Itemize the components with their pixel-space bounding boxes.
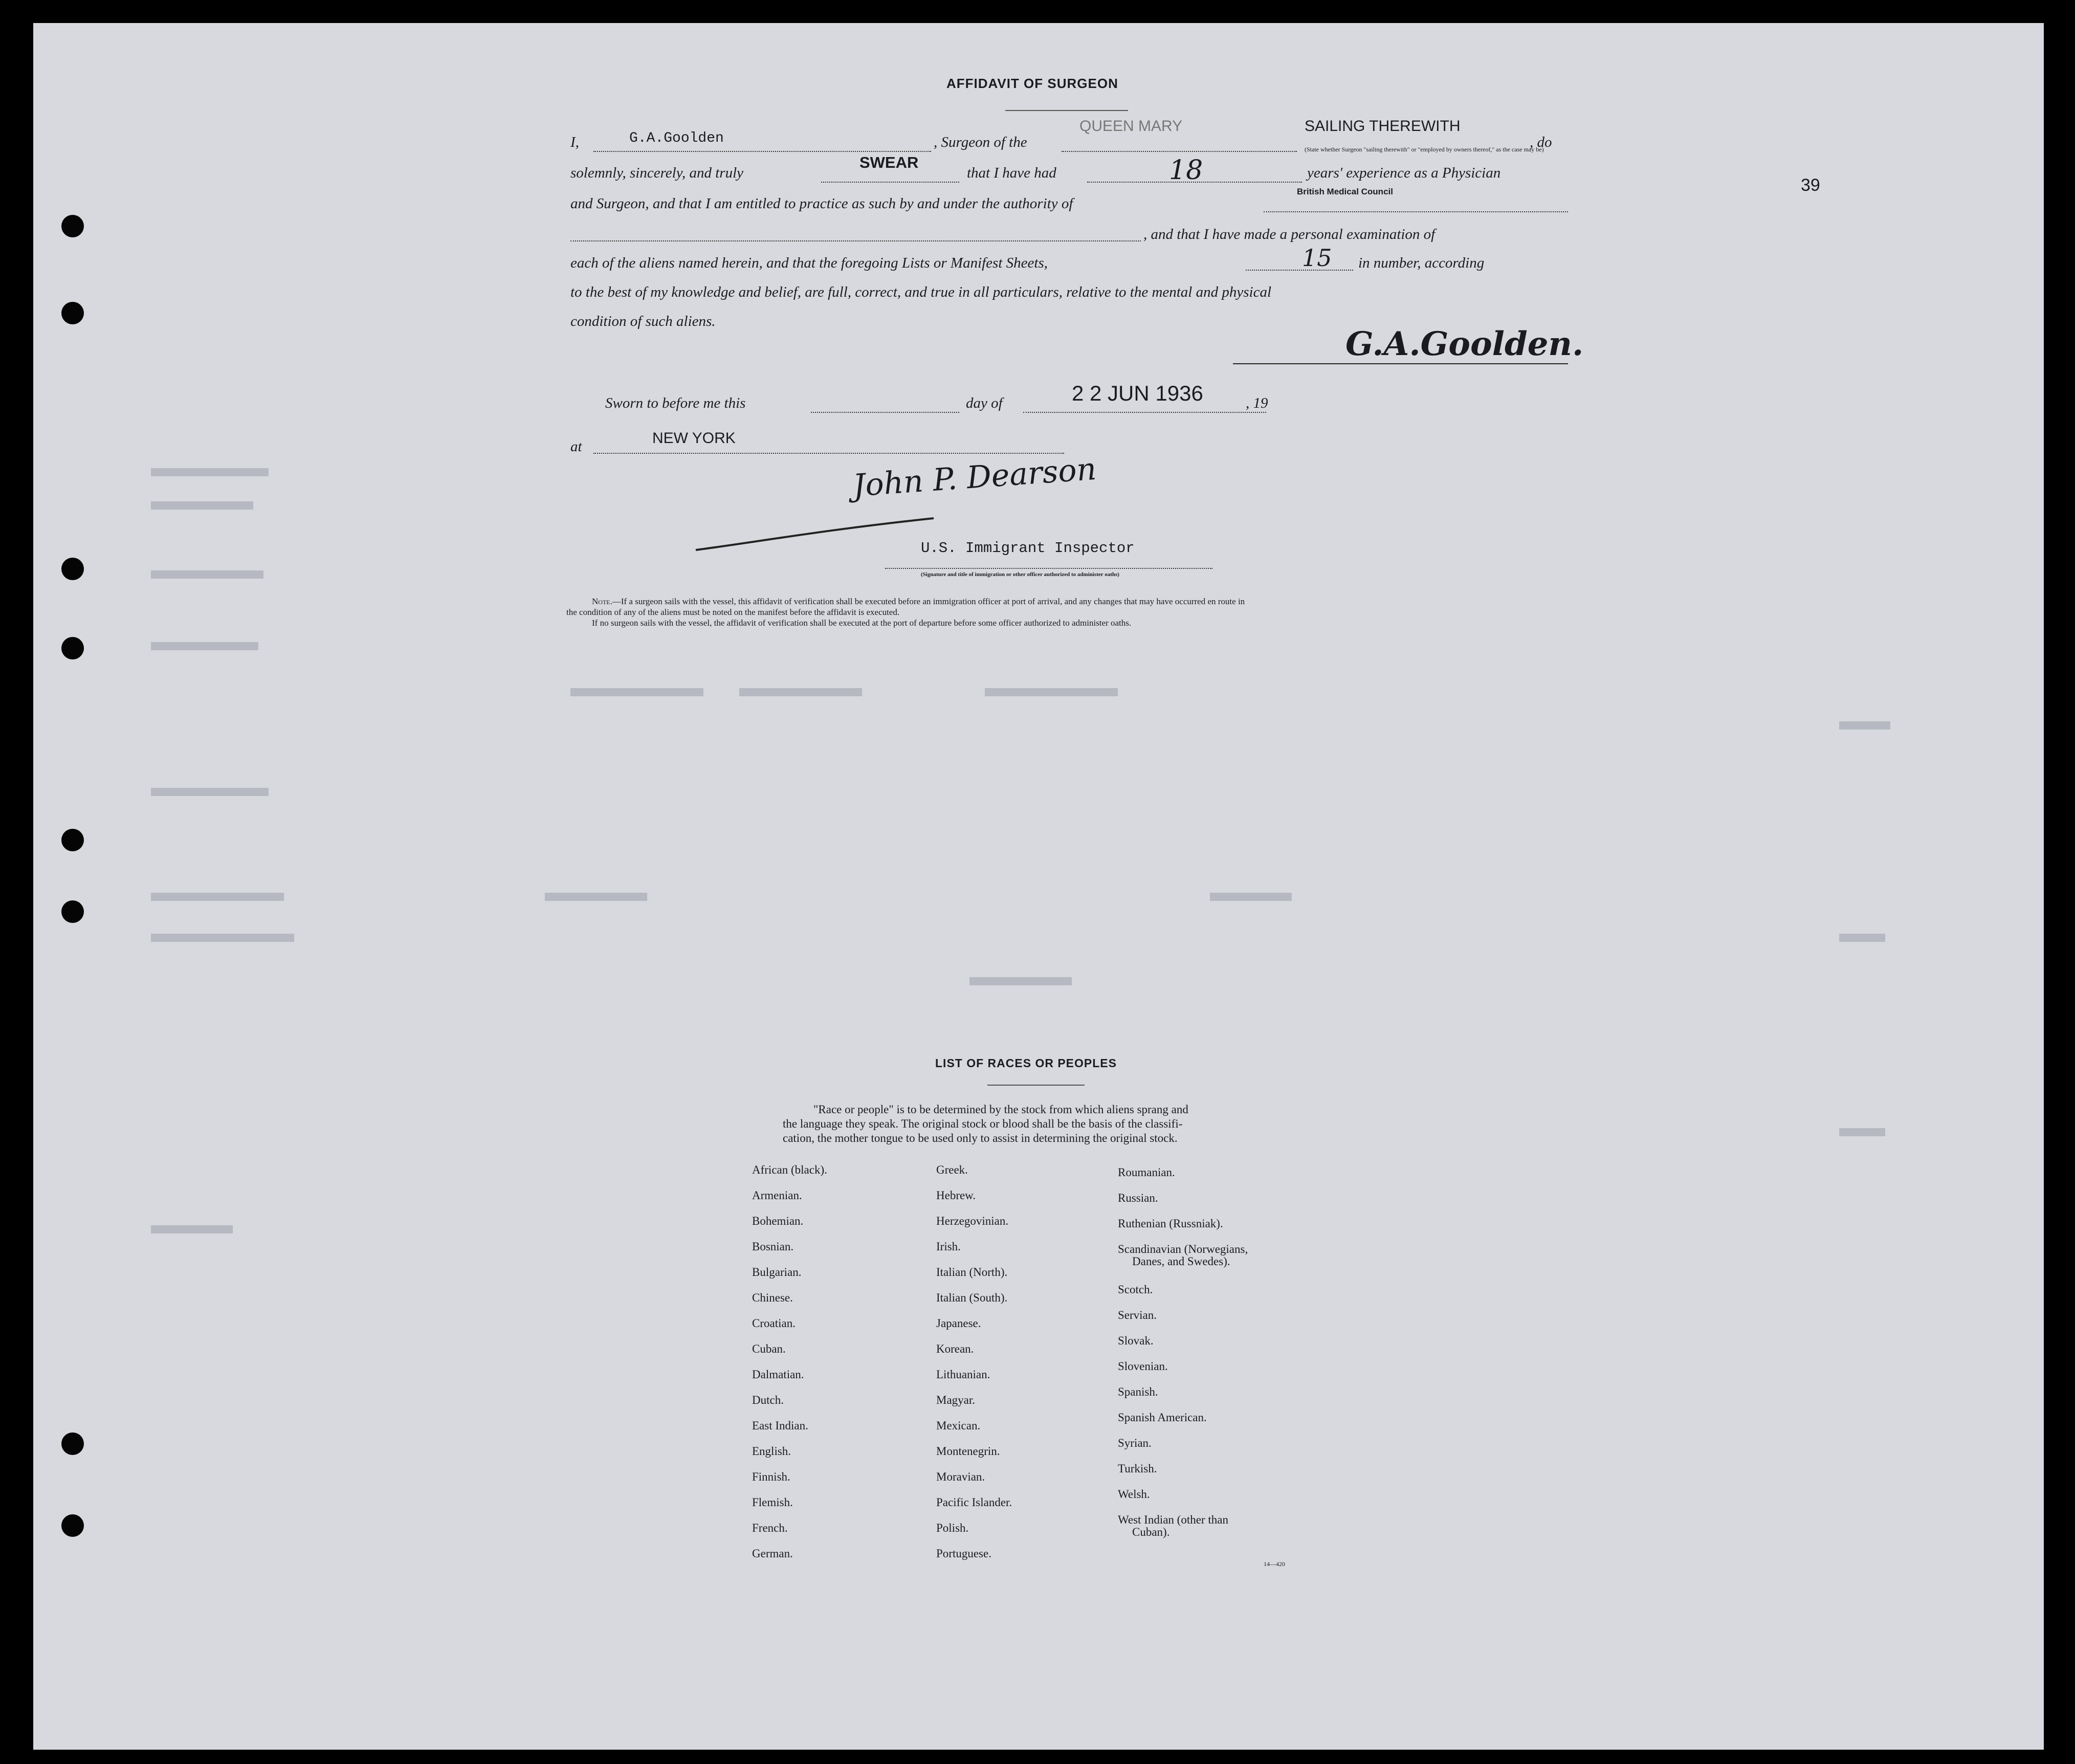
race-item: Japanese. bbox=[936, 1317, 981, 1330]
race-item: Welsh. bbox=[1118, 1488, 1150, 1501]
authority-text: and Surgeon, and that I am entitled to practice as such by and under the authority of bbox=[570, 195, 1073, 212]
oath-field: SWEAR bbox=[859, 153, 919, 171]
races-intro bbox=[783, 1102, 1345, 1145]
do-text: , do bbox=[1530, 134, 1552, 150]
race-item: Finnish. bbox=[752, 1470, 790, 1483]
note-line-1: —If a surgeon sails with the vessel, this affidavit of verification shall be executed before an immigration officer at port of arrival, and any changes that may have occurred en route in bbox=[612, 597, 1245, 606]
surgeon-name-line bbox=[593, 151, 931, 152]
inspector-signature: John P. Dearson bbox=[852, 451, 1098, 504]
page-number: 39 bbox=[1801, 175, 1820, 195]
race-item: Herzegovinian. bbox=[936, 1215, 1009, 1227]
races-title-underline bbox=[987, 1085, 1085, 1086]
title-underline bbox=[1005, 110, 1128, 111]
race-item: Magyar. bbox=[936, 1394, 976, 1406]
authority-field: British Medical Council bbox=[1297, 187, 1393, 196]
sheets-count-line bbox=[1246, 270, 1353, 271]
years-field: 18 bbox=[1169, 155, 1203, 186]
sheets-count-field: 15 bbox=[1302, 244, 1332, 272]
sailing-status-field: SAILING THEREWITH bbox=[1305, 118, 1461, 135]
race-item: Slovak. bbox=[1118, 1334, 1154, 1347]
vessel-name-field: QUEEN MARY bbox=[1079, 118, 1183, 135]
authority-line bbox=[1264, 211, 1568, 212]
race-item: Dutch. bbox=[752, 1394, 784, 1406]
race-item: Italian (South). bbox=[936, 1291, 1008, 1304]
race-item: Flemish. bbox=[752, 1496, 793, 1509]
surgeon-signature-line bbox=[1233, 363, 1568, 364]
race-item: Turkish. bbox=[1118, 1462, 1157, 1475]
race-item-west-indian bbox=[1118, 1514, 1248, 1545]
surgeon-name-field: G.A.Goolden bbox=[629, 130, 724, 146]
binder-hole bbox=[61, 558, 84, 580]
race-item: Scotch. bbox=[1118, 1283, 1153, 1296]
races-intro-line-3: cation, the mother tongue to be used only to assist in determining the original stock. bbox=[783, 1132, 1178, 1144]
note-line-3: If no surgeon sails with the vessel, the affidavit of verification shall be executed at the port of departure before some officer authorized to administer oaths. bbox=[592, 618, 1132, 628]
race-item: Cuban. bbox=[752, 1342, 786, 1355]
race-item: Korean. bbox=[936, 1342, 974, 1355]
inspector-line bbox=[885, 568, 1212, 569]
race-item: Dalmatian. bbox=[752, 1368, 804, 1381]
races-column-1 bbox=[752, 1164, 827, 1573]
surgeon-of-the-text: , Surgeon of the bbox=[934, 134, 1027, 150]
note-line-2: the condition of any of the aliens must be noted on the manifest before the affidavit is executed. bbox=[566, 607, 900, 617]
race-item-scandinavian bbox=[1118, 1243, 1248, 1284]
race-item: Scandinavian (Norwegians, bbox=[1118, 1243, 1248, 1255]
race-item-continued: Danes, and Swedes). bbox=[1132, 1255, 1230, 1268]
note-label: Note. bbox=[592, 597, 612, 606]
sworn-text: Sworn to before me this bbox=[605, 395, 746, 411]
race-item: Roumanian. bbox=[1118, 1166, 1175, 1179]
race-item: Greek. bbox=[936, 1163, 968, 1176]
vessel-name-line bbox=[1062, 151, 1297, 152]
years-experience-text: years' experience as a Physician bbox=[1307, 165, 1501, 181]
manifest-page bbox=[33, 23, 2044, 1750]
condition-text: condition of such aliens. bbox=[570, 313, 716, 329]
date-line bbox=[1023, 412, 1266, 413]
race-item: Bulgarian. bbox=[752, 1266, 802, 1278]
place-line bbox=[593, 453, 1064, 454]
race-item: African (black). bbox=[752, 1163, 827, 1176]
race-item: Servian. bbox=[1118, 1309, 1157, 1321]
day-of-text: day of bbox=[966, 395, 1003, 411]
affidavit-title: AFFIDAVIT OF SURGEON bbox=[946, 76, 1118, 91]
race-item: Hebrew. bbox=[936, 1189, 976, 1202]
race-item: Spanish. bbox=[1118, 1385, 1158, 1398]
oath-line bbox=[821, 182, 959, 183]
race-item: Croatian. bbox=[752, 1317, 796, 1330]
solemnly-text: solemnly, sincerely, and truly bbox=[570, 165, 744, 181]
race-item: Bohemian. bbox=[752, 1215, 804, 1227]
race-item: Pacific Islander. bbox=[936, 1496, 1012, 1509]
in-number-text: in number, according bbox=[1358, 255, 1485, 271]
races-intro-line-2: the language they speak. The original stock or blood shall be the basis of the classifi- bbox=[783, 1117, 1183, 1130]
race-item: West Indian (other than bbox=[1118, 1513, 1228, 1526]
race-item: Polish. bbox=[936, 1522, 969, 1534]
binder-hole bbox=[61, 1432, 84, 1455]
race-item: Syrian. bbox=[1118, 1437, 1152, 1449]
binder-hole bbox=[61, 900, 84, 923]
race-item: Spanish American. bbox=[1118, 1411, 1207, 1424]
race-item: Chinese. bbox=[752, 1291, 793, 1304]
date-stamp: 2 2 JUN 1936 bbox=[1072, 381, 1203, 405]
place-field: NEW YORK bbox=[652, 430, 736, 447]
that-i-have-had-text: that I have had bbox=[967, 165, 1056, 181]
surgeon-signature: G.A.Goolden. bbox=[1345, 325, 1584, 363]
binder-hole bbox=[61, 215, 84, 237]
race-item: Russian. bbox=[1118, 1192, 1158, 1204]
race-item: Montenegrin. bbox=[936, 1445, 1000, 1458]
race-item: Bosnian. bbox=[752, 1240, 794, 1253]
race-item: East Indian. bbox=[752, 1419, 808, 1432]
binder-hole bbox=[61, 637, 84, 659]
manifest-sheets-text: each of the aliens named herein, and that the foregoing Lists or Manifest Sheets, bbox=[570, 255, 1048, 271]
race-item: Irish. bbox=[936, 1240, 961, 1253]
race-item: Italian (North). bbox=[936, 1266, 1008, 1278]
race-item: Ruthenian (Russniak). bbox=[1118, 1217, 1223, 1230]
binder-hole bbox=[61, 829, 84, 851]
race-item: French. bbox=[752, 1522, 788, 1534]
affidavit-note bbox=[566, 596, 1590, 628]
inspector-title: U.S. Immigrant Inspector bbox=[921, 540, 1135, 557]
races-column-2 bbox=[936, 1164, 1012, 1573]
race-item: Mexican. bbox=[936, 1419, 981, 1432]
form-number: 14—420 bbox=[1264, 1560, 1285, 1568]
race-item: Moravian. bbox=[936, 1470, 985, 1483]
signature-caption: (Signature and title of immigration or other officer authorized to administer oaths) bbox=[921, 571, 1119, 578]
race-item: Slovenian. bbox=[1118, 1360, 1168, 1373]
races-intro-line-1: "Race or people" is to be determined by the stock from which aliens sprang and bbox=[813, 1103, 1188, 1116]
races-column-3 bbox=[1118, 1166, 1248, 1545]
race-item: Portuguese. bbox=[936, 1547, 991, 1560]
sworn-day-line bbox=[811, 412, 959, 413]
race-item: German. bbox=[752, 1547, 793, 1560]
affidavit-i: I, bbox=[570, 134, 579, 150]
race-item: English. bbox=[752, 1445, 791, 1458]
years-line bbox=[1087, 182, 1302, 183]
binder-hole bbox=[61, 302, 84, 324]
binder-hole bbox=[61, 1514, 84, 1537]
signature-flourish bbox=[693, 514, 939, 555]
race-item: Armenian. bbox=[752, 1189, 802, 1202]
personal-examination-text: , and that I have made a personal examination of bbox=[1143, 226, 1436, 242]
race-item: Lithuanian. bbox=[936, 1368, 990, 1381]
year-prefix-text: , 19 bbox=[1246, 395, 1268, 411]
races-title: LIST OF RACES OR PEOPLES bbox=[935, 1056, 1117, 1070]
knowledge-belief-text: to the best of my knowledge and belief, are full, correct, and true in all particulars, relative to the mental and physical bbox=[570, 284, 1272, 300]
race-item-continued: Cuban). bbox=[1132, 1526, 1170, 1538]
authority-continued-line bbox=[570, 240, 1141, 241]
sailing-status-note: (State whether Surgeon "sailing therewith" or "employed by owners thereof," as the case may be) bbox=[1305, 146, 1544, 153]
at-text: at bbox=[570, 438, 582, 455]
